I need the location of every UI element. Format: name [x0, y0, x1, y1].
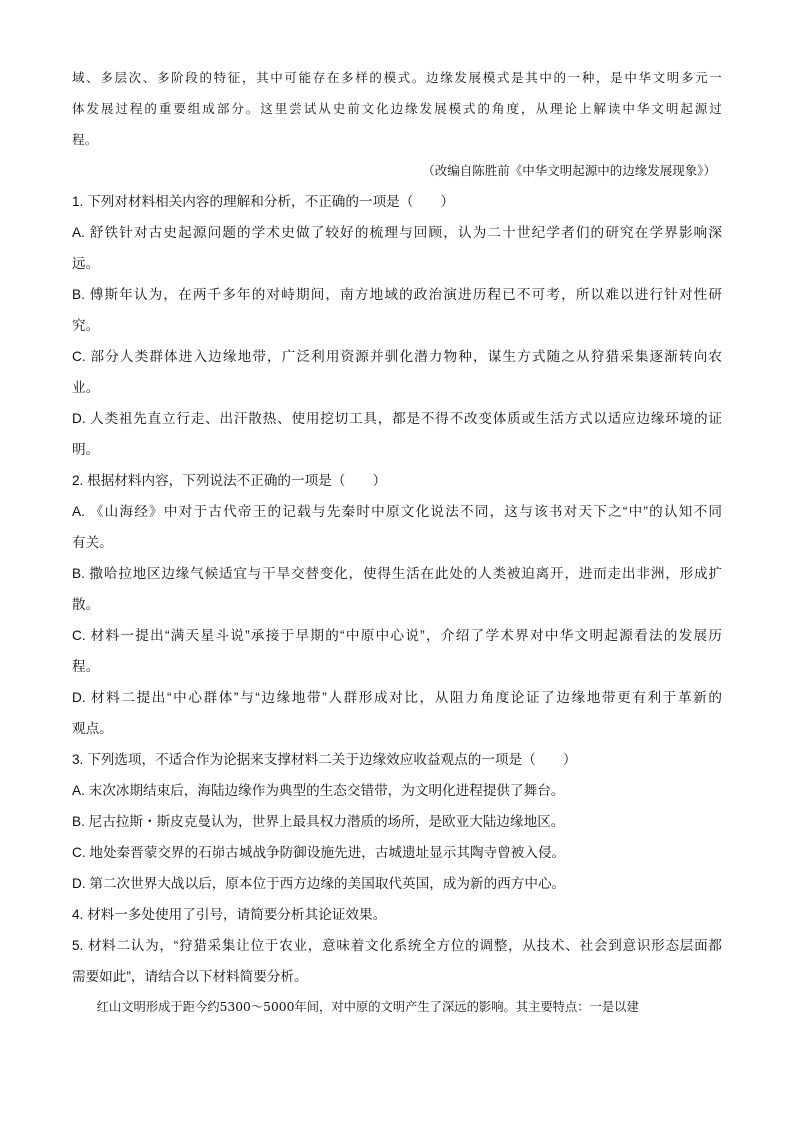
- intro-line: 体发展过程的重要组成部分。这里尝试从史前文化边缘发展模式的角度，从理论上解读中华文明起源过: [72, 101, 722, 116]
- option-a-cont: 有关。: [72, 535, 113, 550]
- question-3: [72, 744, 722, 899]
- question-1: [72, 186, 722, 465]
- question-5: [72, 930, 722, 992]
- option-d: D. 材料二提出“中心群体”与“边缘地带”人群形成对比，从阻力角度论证了边缘地带更有利于革新的: [72, 690, 722, 705]
- intro-passage: [72, 62, 722, 186]
- option-a-cont: 远。: [72, 256, 100, 271]
- option-a: A. 《山海经》中对于古代帝王的记载与先秦时中原文化说法不同，这与该书对天下之“中”的认知不同: [72, 504, 722, 519]
- source-citation: （改编自陈胜前《中华文明起源中的边缘发展现象》）: [422, 163, 716, 178]
- option-c: C. 材料一提出“满天星斗说”承接于早期的“中原中心说”，介绍了学术界对中华文明起源看法的发展历: [72, 628, 722, 643]
- option-d-cont: 明。: [72, 442, 100, 457]
- question-stem-cont: 需要如此”，请结合以下材料简要分析。: [72, 969, 308, 984]
- question-2: [72, 465, 722, 744]
- option-d-cont: 观点。: [72, 721, 113, 736]
- exam-page: [72, 62, 722, 1023]
- option-b: B. 尼古拉斯・斯皮克曼认为，世界上最具权力潜质的场所，是欧亚大陆边缘地区。: [72, 814, 565, 829]
- option-b: B. 傅斯年认为，在两千多年的对峙期间，南方地域的政治演进历程已不可考，所以难以进行针对性研: [72, 287, 722, 302]
- option-b-cont: 究。: [72, 318, 100, 333]
- intro-line: 程。: [72, 132, 98, 147]
- option-c: C. 部分人类群体进入边缘地带，广泛利用资源并驯化潜力物种，谋生方式随之从狩猎采集逐渐转向农: [72, 349, 722, 364]
- option-d: D. 第二次世界大战以后，原本位于西方边缘的美国取代英国，成为新的西方中心。: [72, 876, 566, 891]
- reading-material: 红山文明形成于距今约5300～5000年间，对中原的文明产生了深远的影响。其主要特点：一是以建: [96, 1000, 639, 1014]
- option-a: A. 末次冰期结束后，海陆边缘作为典型的生态交错带，为文明化进程提供了舞台。: [72, 783, 565, 798]
- option-d: D. 人类祖先直立行走、出汗散热、使用挖切工具，都是不得不改变体质或生活方式以适应边缘环境的证: [72, 411, 722, 426]
- question-stem: 3. 下列选项，不适合作为论据来支撑材料二关于边缘效应收益观点的一项是（ ）: [72, 752, 577, 767]
- option-a: A. 舒铁针对古史起源问题的学术史做了较好的梳理与回顾，认为二十世纪学者们的研究在学界影响深: [72, 225, 722, 240]
- option-c: C. 地处秦晋蒙交界的石峁古城战争防御设施先进，古城遗址显示其陶寺曾被入侵。: [72, 845, 566, 860]
- question-stem: 1. 下列对材料相关内容的理解和分析，不正确的一项是（ ）: [72, 194, 455, 209]
- question-stem: 5. 材料二认为，“狩猎采集让位于农业，意味着文化系统全方位的调整，从技术、社会到意识形态层面都: [72, 938, 722, 953]
- question-stem: 2. 根据材料内容，下列说法不正确的一项是（ ）: [72, 473, 387, 488]
- question-4: [72, 899, 722, 930]
- option-b: B. 撒哈拉地区边缘气候适宜与干旱交替变化，使得生活在此处的人类被迫离开，进而走出非洲，形成扩: [72, 566, 722, 581]
- intro-line: 域、多层次、多阶段的特征，其中可能存在多样的模式。边缘发展模式是其中的一种，是中华文明多元一: [72, 70, 722, 85]
- option-c-cont: 业。: [72, 380, 100, 395]
- option-c-cont: 程。: [72, 659, 100, 674]
- question-stem: 4. 材料一多处使用了引号，请简要分析其论证效果。: [72, 907, 387, 922]
- option-b-cont: 散。: [72, 597, 100, 612]
